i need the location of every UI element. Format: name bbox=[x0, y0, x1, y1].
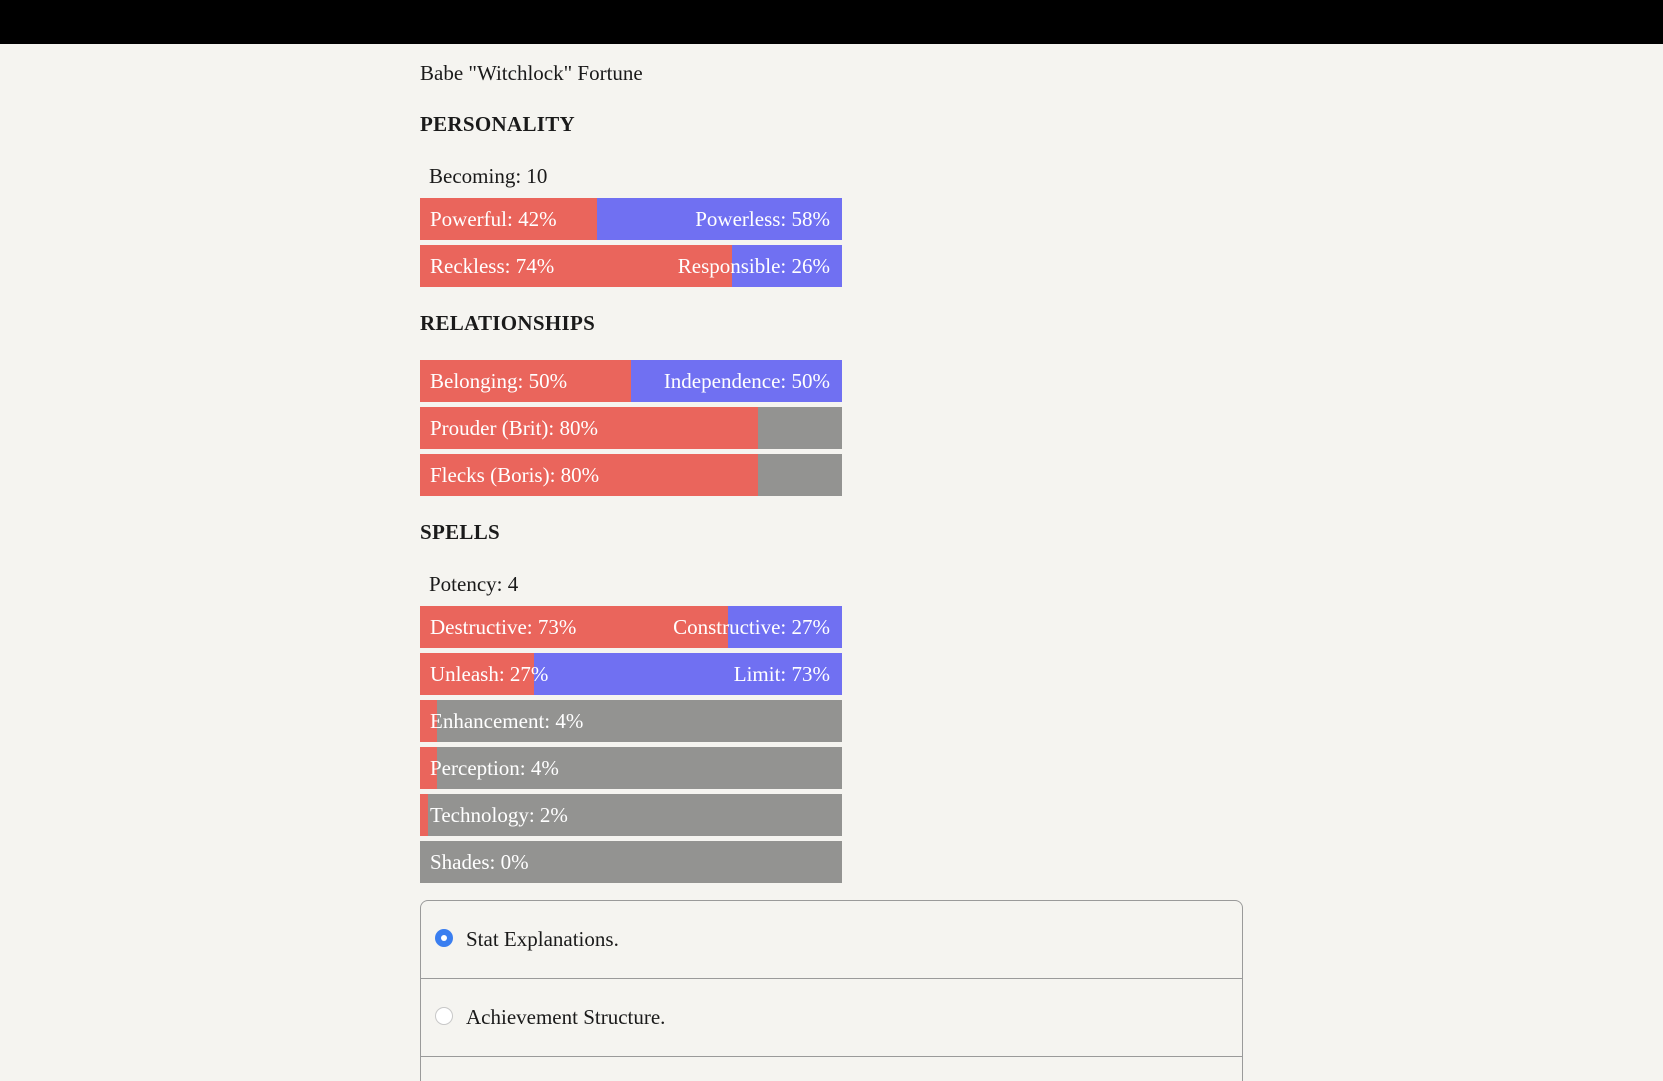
bar-label-left: Destructive: 73% bbox=[430, 615, 577, 639]
bar-label-left: Unleash: 27% bbox=[430, 662, 549, 686]
stat-bar bbox=[420, 360, 842, 402]
bar-label-left: Prouder (Brit): 80% bbox=[430, 416, 598, 440]
bar-label-left: Flecks (Boris): 80% bbox=[430, 463, 600, 487]
stat-bar bbox=[420, 653, 842, 695]
stat-bar bbox=[420, 245, 842, 287]
bar-label-right: Limit: 73% bbox=[733, 662, 830, 686]
bar-label-left: Shades: 0% bbox=[430, 850, 529, 874]
spell-bars bbox=[420, 606, 1243, 883]
choice-list bbox=[420, 900, 1243, 1081]
choice-achievement-structure[interactable] bbox=[421, 979, 1242, 1057]
stat-bar bbox=[420, 747, 842, 789]
top-bar bbox=[0, 0, 1663, 44]
bar-label-right: Responsible: 26% bbox=[677, 254, 830, 278]
radio-unselected-icon[interactable] bbox=[435, 1007, 453, 1025]
section-title-spells: SPELLS bbox=[420, 520, 501, 544]
stat-bar bbox=[420, 841, 842, 883]
bar-label-left: Enhancement: 4% bbox=[430, 709, 584, 733]
stat-bar bbox=[420, 606, 842, 648]
bar-label-right: Constructive: 27% bbox=[673, 615, 830, 639]
bar-label-left: Belonging: 50% bbox=[430, 369, 568, 393]
section-title-personality: PERSONALITY bbox=[420, 112, 575, 136]
bar-label-left: Perception: 4% bbox=[430, 756, 559, 780]
section-title-relationships: RELATIONSHIPS bbox=[420, 311, 596, 335]
radio-selected-icon[interactable] bbox=[435, 929, 453, 947]
stat-becoming: Becoming: 10 bbox=[429, 164, 548, 188]
bar-label-left: Reckless: 74% bbox=[430, 254, 555, 278]
stat-bar bbox=[420, 794, 842, 836]
bar-label-right: Powerless: 58% bbox=[695, 207, 830, 231]
relationship-bars bbox=[420, 360, 1243, 496]
personality-bars bbox=[420, 198, 1243, 287]
stat-bar bbox=[420, 700, 842, 742]
stat-bar bbox=[420, 198, 842, 240]
character-name: Babe "Witchlock" Fortune bbox=[420, 61, 643, 85]
stat-bar bbox=[420, 407, 842, 449]
bar-label-left: Technology: 2% bbox=[430, 803, 568, 827]
bar-label-left: Powerful: 42% bbox=[430, 207, 557, 231]
choice-label: Achievement Structure. bbox=[466, 1005, 666, 1029]
choice-stat-explanations[interactable] bbox=[421, 901, 1242, 979]
choice-label: Stat Explanations. bbox=[466, 927, 619, 951]
bar-label-right: Independence: 50% bbox=[663, 369, 830, 393]
stats-page bbox=[420, 44, 1243, 1081]
stat-bar bbox=[420, 454, 842, 496]
bar-fill-left bbox=[420, 794, 428, 836]
stat-potency: Potency: 4 bbox=[429, 572, 519, 596]
